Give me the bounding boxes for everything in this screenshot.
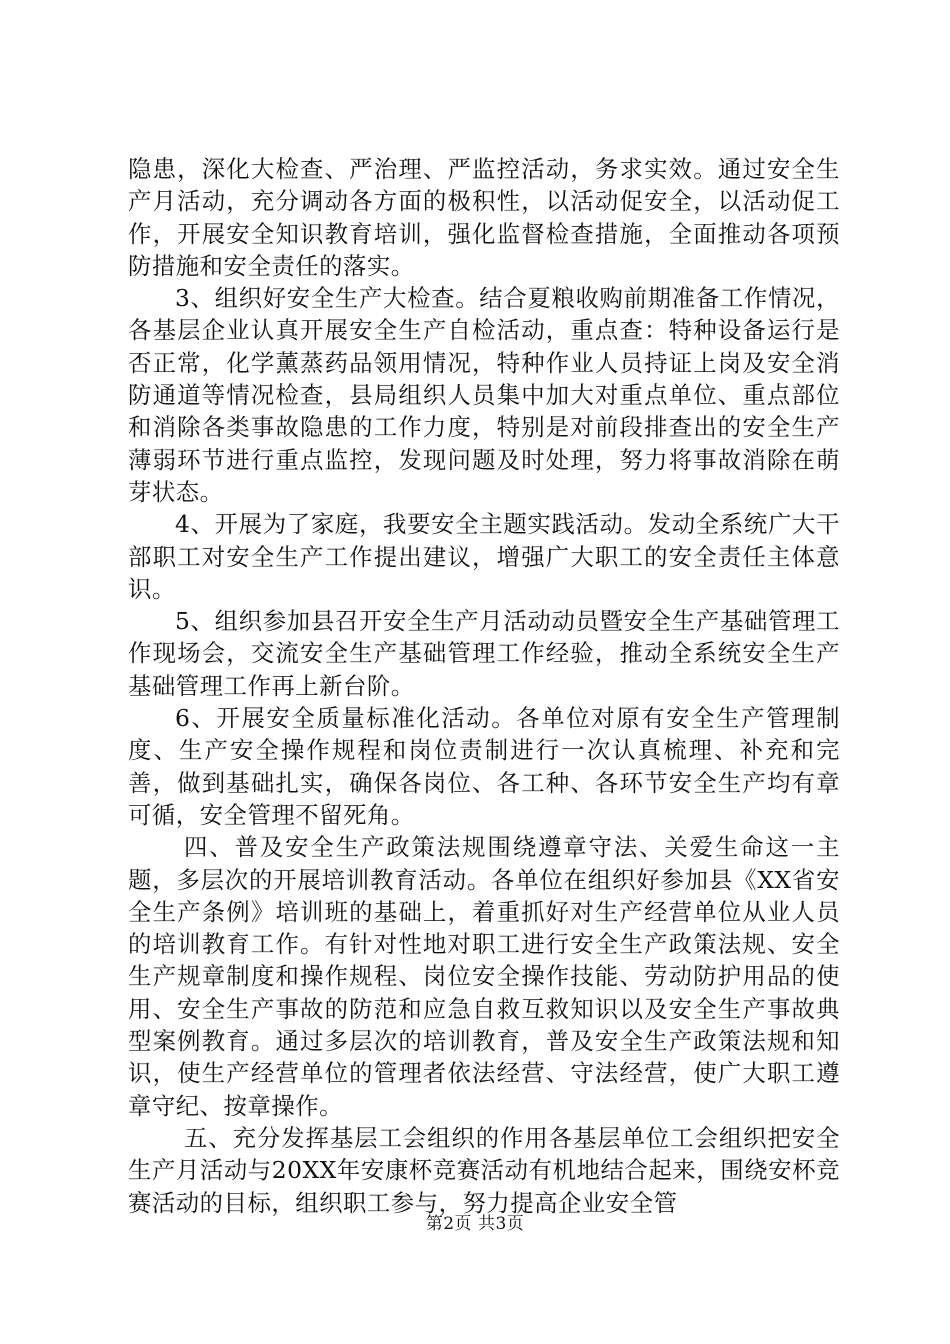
paragraph-section-5: 五、充分发挥基层工会组织的作用各基层单位工会组织把安全生产月活动与20XX年安康杯竞赛活动有机地结合起来，围绕安杯竞赛活动的目标，组织职工参与，努力提高企业安全管 (128, 1123, 840, 1217)
page-number-footer: 第2页 共3页 (425, 1214, 525, 1234)
paragraph-continuation: 隐患，深化大检查、严治理、严监控活动，务求实效。通过安全生产月活动，充分调动各方面的极积性，以活动促安全，以活动促工作，开展安全知识教育培训，强化监督检查措施，全面推动各项预防措施和安全责任的落实。 (128, 155, 840, 280)
paragraph-section-4: 四、普及安全生产政策法规围绕遵章守法、关爱生命这一主题，多层次的开展培训教育活动。各单位在组织好参加县《XX省安全生产条例》培训班的基础上，着重抓好对生产经营单位从业人员的培训教育工作。有针对性地对职工进行安全生产政策法规、安全生产规章制度和操作规程、岗位安全操作技能、劳动防护用品的使用、安全生产事故的防范和应急自救互救知识以及安全生产事故典型案例教育。通过多层次的培训教育，普及安全生产政策法规和知识，使生产经营单位的管理者依法经营、守法经营，使广大职工遵章守纪、按章操作。 (128, 833, 840, 1120)
document-body (128, 153, 840, 1219)
paragraph-item-3: 3、组织好安全生产大检查。结合夏粮收购前期准备工作情况，各基层企业认真开展安全生产自检活动，重点查：特种设备运行是否正常，化学薰蒸药品领用情况，特种作业人员持证上岗及安全消防通道等情况检查，县局组织人员集中加大对重点单位、重点部位和消除各类事故隐患的工作力度，特别是对前段排查出的安全生产薄弱环节进行重点监控，发现问题及时处理，努力将事故消除在萌芽状态。 (128, 284, 840, 506)
paragraph-item-6: 6、开展安全质量标准化活动。各单位对原有安全生产管理制度、生产安全操作规程和岗位责制进行一次认真梳理、补充和完善，做到基础扎实，确保各岗位、各工种、各环节安全生产均有章可循，安全管理不留死角。 (128, 704, 840, 829)
paragraph-item-4: 4、开展为了家庭，我要安全主题实践活动。发动全系统广大干部职工对安全生产工作提出建议，增强广大职工的安全责任主体意识。 (128, 510, 840, 603)
paragraph-item-5: 5、组织参加县召开安全生产月活动动员暨安全生产基础管理工作现场会，交流安全生产基础管理工作经验，推动全系统安全生产基础管理工作再上新台阶。 (128, 607, 840, 700)
